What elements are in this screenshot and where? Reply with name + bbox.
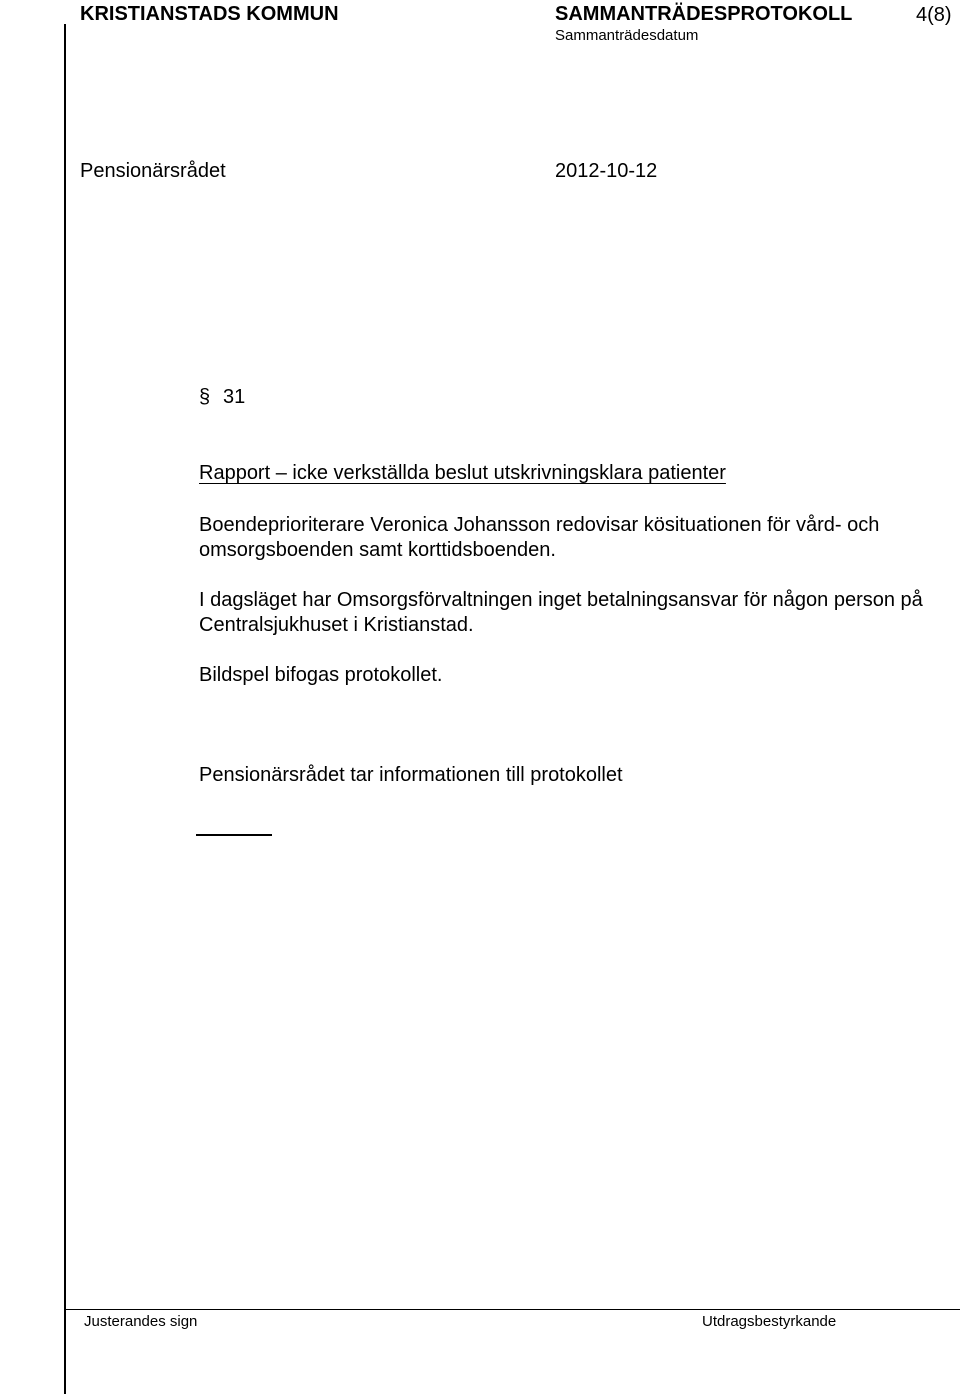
body-paragraph-status: I dagsläget har Omsorgsförvaltningen inget betalningsansvar för någon person på Centralsjukhuset i Kristianstad. xyxy=(199,589,923,636)
margin-rule xyxy=(64,24,66,1394)
page-number: 4(8) xyxy=(916,4,952,26)
paragraph-number: 31 xyxy=(223,386,246,408)
footer-adjuster-sign: Justerandes sign xyxy=(84,1313,198,1330)
date-label: Sammanträdesdatum xyxy=(555,27,699,44)
body-paragraph-report: Boendeprioriterare Veronica Johansson redovisar kösituationen för vård- och omsorgsboenden samt korttidsboenden. xyxy=(199,514,880,561)
document-type: SAMMANTRÄDESPROTOKOLL xyxy=(555,3,853,25)
section-title: Rapport – icke verkställda beslut utskrivningsklara patienter xyxy=(199,462,726,484)
footer-extract-certification: Utdragsbestyrkande xyxy=(702,1313,837,1330)
meeting-date: 2012-10-12 xyxy=(555,160,658,182)
board-name: Pensionärsrådet xyxy=(80,160,226,182)
footer-rule xyxy=(64,1309,960,1310)
section-end-rule xyxy=(196,834,272,836)
decision-paragraph: Pensionärsrådet tar informationen till protokollet xyxy=(199,764,623,786)
body-paragraph-attachment: Bildspel bifogas protokollet. xyxy=(199,664,443,686)
paragraph-sign: § xyxy=(199,386,211,408)
organization-name: KRISTIANSTADS KOMMUN xyxy=(80,3,339,25)
